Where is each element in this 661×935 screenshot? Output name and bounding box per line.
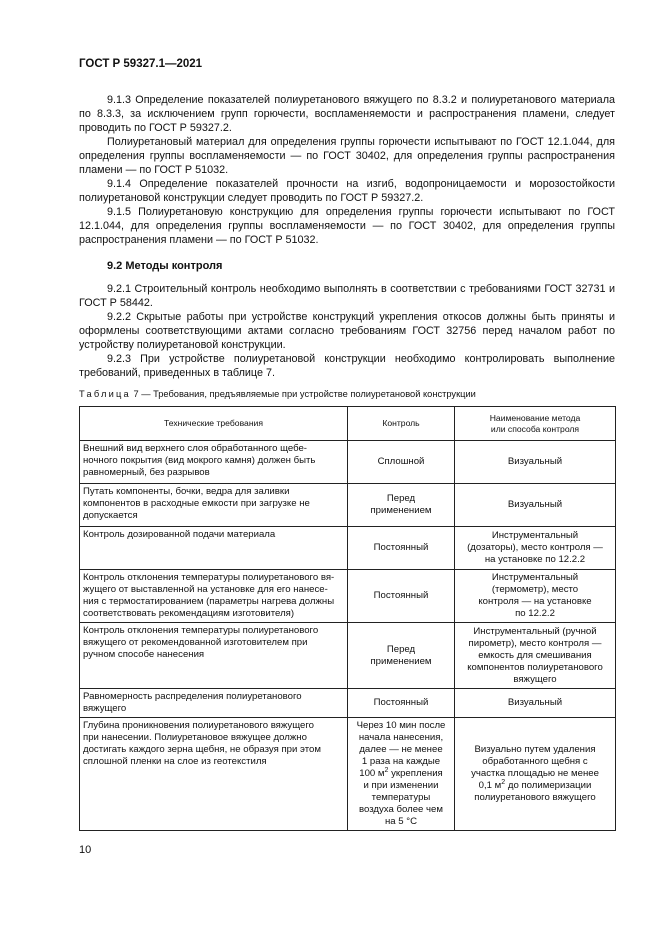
section-91-paragraph: 9.1.5 Полиуретановую конструкцию для определения группы горючести испытывают по ГОСТ 12.1.044, для определения группы воспламеняемости — по ГОСТ 30402, для определения группы распространения пламени — по ГОСТ Р 51032. (79, 206, 615, 246)
control-cell: Сплошной (348, 441, 455, 484)
method-cell: Визуальный (455, 689, 616, 718)
requirement-cell: Глубина проникновения полиуретанового вяжущего при нанесении. Полиуретановое вяжущее должно достигать каждого зерна щебня, не образуя при этом сплошной пленки на слое из геотекстиля (80, 718, 348, 831)
header-requirements: Технические требования (80, 407, 348, 441)
section-92-paragraph: 9.2.3 При устройстве полиуретановой конструкции необходимо контролировать выполнение требований, приведенных в таблице 7. (79, 353, 615, 379)
header-control: Контроль (348, 407, 455, 441)
method-cell: Визуальный (455, 441, 616, 484)
section-91-paragraph: 9.1.4 Определение показателей прочности на изгиб, водопроницаемости и морозостойкости полиуретановой конструкции следует проводить по ГОСТ Р 59327.2. (79, 178, 615, 204)
table-caption-label: Таблица (79, 389, 131, 399)
method-cell: Инструментальный (дозаторы), место контроля — на установке по 12.2.2 (455, 527, 616, 570)
section-91-paragraph: Полиуретановый материал для определения группы горючести испытывают по ГОСТ 12.1.044, для определения группы воспламеняемости — по ГОСТ 30402, для определения группы распространения пламени — по ГОСТ Р 51032. (79, 136, 615, 176)
table-row (80, 689, 616, 718)
control-cell: Перед применением (348, 623, 455, 689)
requirement-cell: Контроль отклонения температуры полиуретанового вя- жущего от выставленной на установке для его нанесе- ния с термостатированием (параметры нагрева должны соответствовать рекомендациям изготовителя) (80, 570, 348, 623)
control-cell: Постоянный (348, 527, 455, 570)
header-method: Наименование метода или способа контроля (455, 407, 616, 441)
table-header-row (80, 407, 616, 441)
requirement-cell: Контроль дозированной подачи материала (80, 527, 348, 570)
method-cell: Инструментальный (термометр), место контроля — на установке по 12.2.2 (455, 570, 616, 623)
table-row (80, 527, 616, 570)
paragraphs-91 (79, 93, 615, 247)
table-row (80, 441, 616, 484)
page-number: 10 (79, 844, 92, 856)
page-body (79, 93, 615, 831)
table-row (80, 570, 616, 623)
table-row (80, 623, 616, 689)
requirement-cell: Контроль отклонения температуры полиуретанового вяжущего от рекомендованной изготовителем при ручном способе нанесения (80, 623, 348, 689)
section-92-paragraph: 9.2.2 Скрытые работы при устройстве конструкций укрепления откосов должны быть приняты и оформлены соответствующими актами согласно требованиям ГОСТ 32756 перед началом работ по устройству полиуретановой конструкции. (79, 311, 615, 351)
table-row (80, 484, 616, 527)
requirements-table (79, 406, 616, 831)
table-caption-text: 7 — Требования, предъявляемые при устройстве полиуретановой конструкции (130, 389, 476, 399)
control-cell: Через 10 мин после начала нанесения, далее — не менее 1 раза на каждые 100 $м^2$ укрепления и при изменении температуры воздуха более чем на 5 °С (348, 718, 455, 831)
method-cell: Визуально путем удаления обработанного щебня с участка площадью не менее 0,1 $м^2$ до полимеризации полиуретанового вяжущего (455, 718, 616, 831)
section-92-paragraph: 9.2.1 Строительный контроль необходимо выполнять в соответствии с требованиями ГОСТ 32731 и ГОСТ Р 58442. (79, 283, 615, 309)
requirement-cell: Путать компоненты, бочки, ведра для заливки компонентов в расходные емкости при загрузке не допускается (80, 484, 348, 527)
paragraphs-92 (79, 282, 615, 380)
method-cell: Визуальный (455, 484, 616, 527)
control-cell: Постоянный (348, 689, 455, 718)
table-row (80, 718, 616, 831)
control-cell: Перед применением (348, 484, 455, 527)
table-caption (79, 387, 615, 401)
section-91-paragraph: 9.1.3 Определение показателей полиуретанового вяжущего по 8.3.2 и полиуретанового материала по 8.3.3, за исключением групп горючести, воспламеняемости и распространения пламени, следует проводить по ГОСТ Р 59327.2. (79, 94, 615, 134)
requirement-cell: Равномерность распределения полиуретанового вяжущего (80, 689, 348, 718)
document-code: ГОСТ Р 59327.1—2021 (79, 58, 203, 70)
control-cell: Постоянный (348, 570, 455, 623)
section-title: 9.2 Методы контроля (107, 260, 223, 272)
method-cell: Инструментальный (ручной пирометр), место контроля — емкость для смешивания компонентов полиуретанового вяжущего (455, 623, 616, 689)
requirement-cell: Внешний вид верхнего слоя обработанного щебе- ночного покрытия (вид мокрого камня) должен быть равномерный, без разрывов (80, 441, 348, 484)
